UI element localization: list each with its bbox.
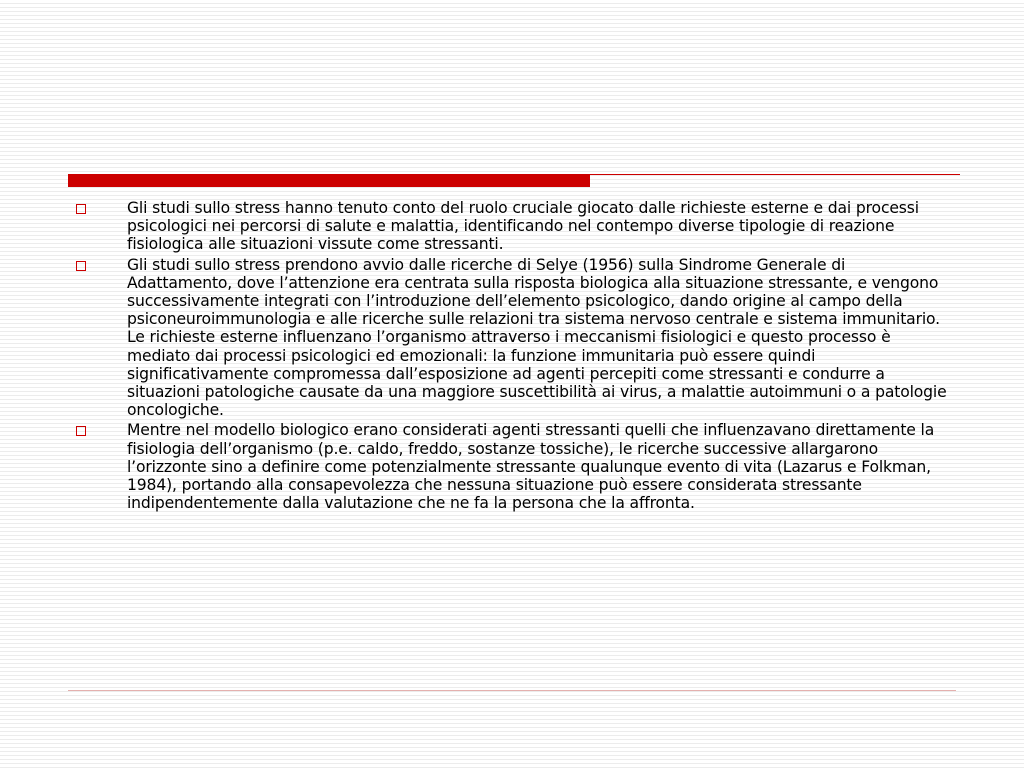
bullet-text: Mentre nel modello biologico erano considerati agenti stressanti quelli che influenzavano direttamente la fisiologia dell’organismo (p.e. caldo, freddo, sostanze tossiche), le ricerche successive allargarono l’orizzonte sino a definire come potenzialmente stressante qualunque evento di vita (Lazarus e Folkman, 1984), portando alla consapevolezza che nessuna situazione può essere considerata stressante indipendentemente dalla valutazione che ne fa la persona che la affronta. [127,421,935,513]
bullet-list [72,199,952,514]
list-item [72,421,952,512]
hollow-square-icon [76,204,86,214]
title-divider-line [590,174,960,175]
hollow-square-icon [76,261,86,271]
title-divider-bar [68,174,590,187]
hollow-square-icon [76,426,86,436]
bullet-text: Gli studi sullo stress hanno tenuto conto del ruolo cruciale giocato dalle richieste esterne e dai processi psicologici nei percorsi di salute e malattia, identificando nel contempo diverse tipologie di reazione fisiologica alle situazioni vissute come stressanti. [127,199,919,254]
title-divider [68,174,960,188]
footer-divider [68,690,956,691]
bullet-text: Gli studi sullo stress prendono avvio dalle ricerche di Selye (1956) sulla Sindrome Generale di Adattamento, dove l’attenzione era centrata sulla risposta biologica alla situazione stressante, e vengono successivamente integrati con l’introduzione dell’elemento psicologico, dando origine al campo della psiconeuroimmunologia e alle ricerche sulle relazioni tra sistema nervoso centrale e sistema immunitario. Le richieste esterne influenzano l’organismo attraverso i meccanismi fisiologici e questo processo è mediato dai processi psicologici ed emozionali: la funzione immunitaria può essere quindi significativamente compromessa dall’esposizione ad agenti percepiti come stressanti e condurre a situazioni patologiche causate da una maggiore suscettibilità ai virus, a malattie autoimmuni o a patologie oncologiche. [127,255,947,420]
list-item [72,256,952,420]
list-item [72,199,952,254]
